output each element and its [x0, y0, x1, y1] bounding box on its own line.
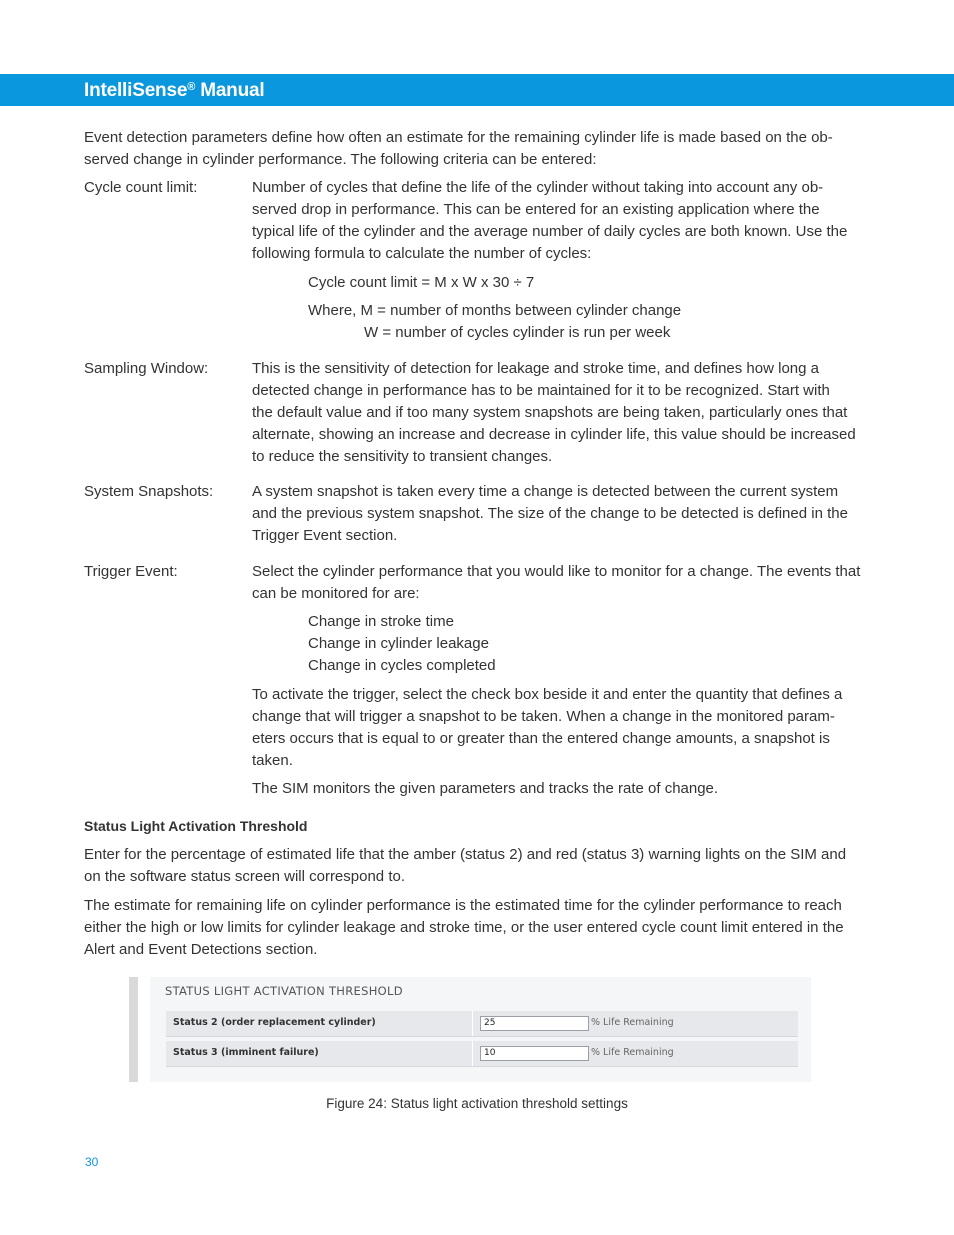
row-suffix: % Life Remaining: [591, 1047, 674, 1058]
definition-system-snapshots: A system snapshot is taken every time a change is detected between the current system and the previous system snapshot. The size of the change to be detected is defined in the Trigger Event section.: [252, 483, 848, 544]
status-threshold-panel: [150, 977, 811, 1082]
row-label: Status 3 (imminent failure): [173, 1047, 319, 1058]
document-title: IntelliSense® Manual: [84, 80, 265, 101]
panel-title: STATUS LIGHT ACTIVATION THRESHOLD: [165, 984, 403, 998]
page-number: 30: [85, 1155, 99, 1169]
intro-paragraph: Event detection parameters define how often an estimate for the remaining cylinder life is made based on the ob- served change in cylinder performance. The following criteria can be entered:: [84, 129, 833, 168]
trigger-event-item: Change in cylinder leakage: [308, 635, 489, 652]
formula-where-m: Where, M = number of months between cylinder change: [308, 302, 682, 319]
threshold-row-status-3: [166, 1041, 798, 1067]
formula-where-w: W = number of cycles cylinder is run per week: [364, 324, 671, 341]
row-label: Status 2 (order replacement cylinder): [173, 1017, 376, 1028]
row-divider: [472, 1041, 473, 1066]
status-paragraph-2: The estimate for remaining life on cylinder performance is the estimated time for the cylinder performance to reach either the high or low limits for cylinder leakage and stroke time, or the user entered cycle count limit entered in the Alert and Event Detections section.: [84, 897, 844, 958]
header-bar: [0, 74, 954, 106]
sim-monitor-paragraph: The SIM monitors the given parameters and tracks the rate of change.: [252, 780, 719, 797]
threshold-row-status-2: [166, 1011, 798, 1037]
registered-mark: ®: [187, 81, 196, 93]
trigger-event-item: Change in stroke time: [308, 613, 454, 630]
trigger-activation-paragraph: To activate the trigger, select the check box beside it and enter the quantity that defines a change that will trigger a snapshot to be taken. When a change in the monitored param- eters occurs that is equal to or greater than the entered change amounts, a snapshot is taken.: [252, 686, 843, 769]
term-cycle-count-limit: Cycle count limit:: [84, 179, 198, 196]
status-2-input[interactable]: 25: [480, 1016, 589, 1031]
term-trigger-event: Trigger Event:: [84, 563, 178, 580]
status-paragraph-1: Enter for the percentage of estimated life that the amber (status 2) and red (status 3) warning lights on the SIM and on the software status screen will correspond to.: [84, 846, 847, 885]
cycle-count-formula: Cycle count limit = M x W x 30 ÷ 7: [308, 274, 535, 291]
figure-panel-edge: [129, 977, 138, 1082]
status-3-input[interactable]: 10: [480, 1046, 589, 1061]
definition-cycle-count-limit: Number of cycles that define the life of the cylinder without taking into account any ob- served drop in performance. This can be entered for an existing application where the typical life of the cylinder and the average number of daily cycles are both known. Use the following formula to calculate the number of cycles:: [252, 179, 848, 262]
definition-trigger-event: Select the cylinder performance that you would like to monitor for a change. The events that can be monitored for are:: [252, 563, 861, 602]
row-suffix: % Life Remaining: [591, 1017, 674, 1028]
term-system-snapshots: System Snapshots:: [84, 483, 214, 500]
row-divider: [472, 1011, 473, 1036]
trigger-event-item: Change in cycles completed: [308, 657, 496, 674]
term-sampling-window: Sampling Window:: [84, 360, 209, 377]
definition-sampling-window: This is the sensitivity of detection for leakage and stroke time, and defines how long a detected change in performance has to be maintained for it to be recognized. Start with the default value and if too many system snapshots are being taken, particularly ones that alternate, showing an increase and decrease in cylinder life, this value should be increased to reduce the sensitivity to transient changes.: [252, 360, 856, 465]
figure-caption: Figure 24: Status light activation threshold settings: [326, 1096, 628, 1111]
section-heading: Status Light Activation Threshold: [84, 818, 308, 834]
